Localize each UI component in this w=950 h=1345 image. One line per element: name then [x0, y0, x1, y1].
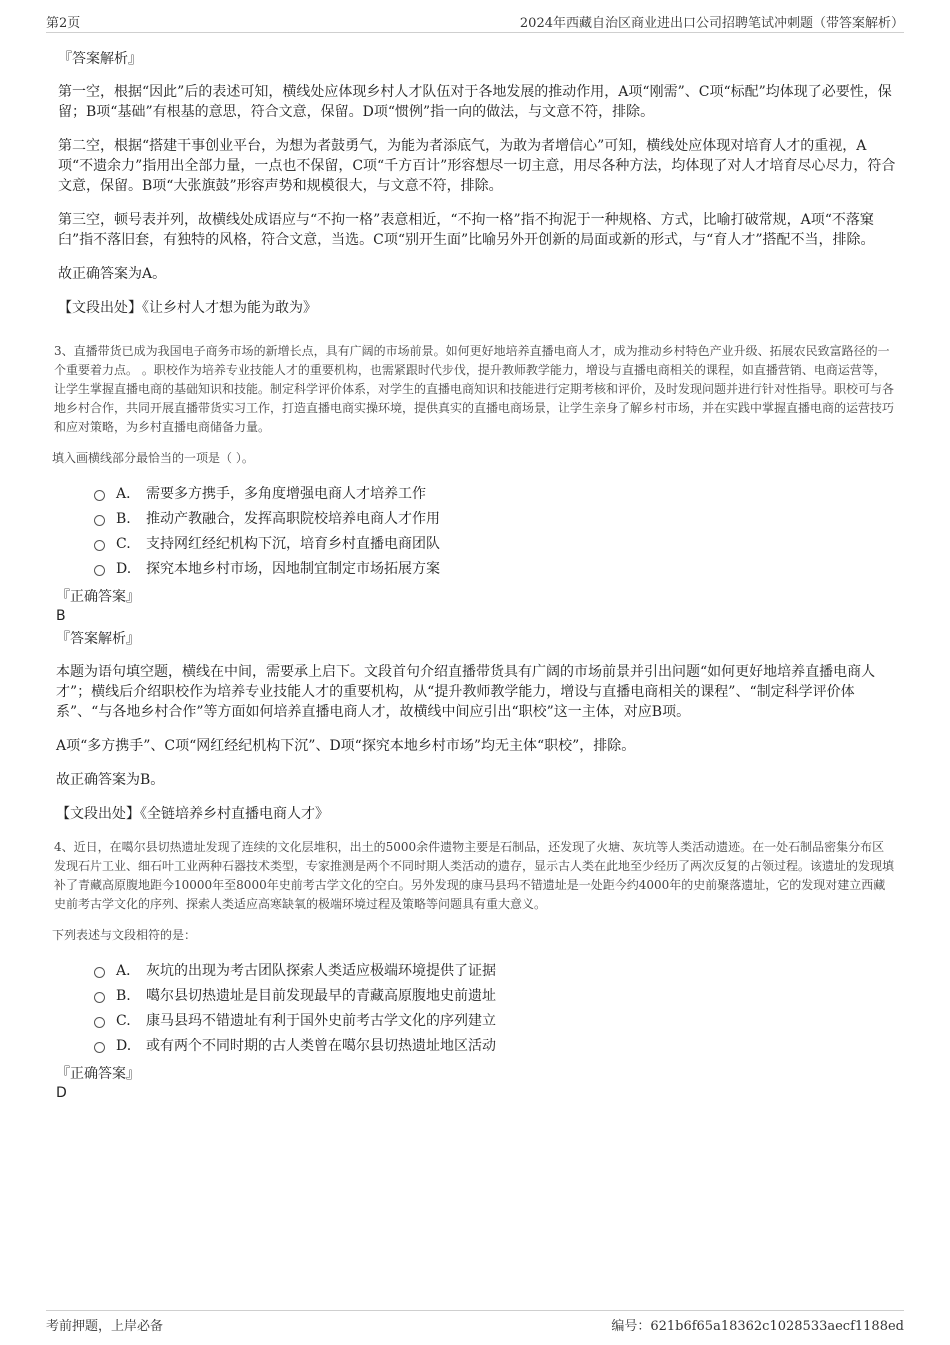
question-3 [54, 342, 896, 824]
option-d[interactable] [94, 1034, 896, 1059]
radio-icon[interactable] [94, 565, 105, 576]
radio-icon[interactable] [94, 515, 105, 526]
analysis-paragraph: A项“多方携手”、C项“网红经纪机构下沉”、D项“探究本地乡村市场”均无主体“职校”，排除。 [56, 738, 636, 754]
source-citation: 【文段出处】《让乡村人才想为能为敢为》 [58, 300, 317, 316]
radio-icon[interactable] [94, 1042, 105, 1053]
option-letter: D. [116, 561, 132, 577]
option-b[interactable] [94, 507, 896, 532]
analysis-label: 『答案解析』 [56, 631, 140, 647]
option-a[interactable] [94, 959, 896, 984]
answer-label: 『正确答案』 [56, 589, 140, 605]
option-d[interactable] [94, 557, 896, 582]
analysis-paragraph: 本题为语句填空题，横线在中间，需要承上启下。文段首句介绍直播带货具有广阔的市场前景并引出问题“如何更好地培养直播电商人才”；横线后介绍职校作为培养专业技能人才的重要机构，从“提升教师教学能力，增设与直播电商相关的课程”、“制定科学评价体系”、“与各地乡村合作”等方面如何培养直播电商人才，故横线中间应引出“职校”这一主体，对应B项。 [56, 664, 876, 720]
page-content [52, 44, 896, 1101]
analysis-label: 『答案解析』 [58, 51, 142, 67]
page-footer [46, 1310, 904, 1335]
option-text: 灰坑的出现为考古团队探索人类适应极端环境提供了证据 [146, 963, 496, 979]
radio-icon[interactable] [94, 1017, 105, 1028]
correct-answer: D [56, 1085, 67, 1101]
option-letter: A． [116, 486, 141, 502]
analysis-conclusion: 故正确答案为A。 [58, 266, 167, 282]
answer-label: 『正确答案』 [56, 1066, 140, 1082]
radio-icon[interactable] [94, 540, 105, 551]
question-4 [54, 838, 896, 1101]
option-text: 支持网红经纪机构下沉，培育乡村直播电商团队 [146, 536, 440, 552]
radio-icon[interactable] [94, 967, 105, 978]
document-title: 2024年西藏自治区商业进出口公司招聘笔试冲刺题（带答案解析） [519, 16, 904, 31]
option-letter: C. [116, 1013, 131, 1029]
option-text: 或有两个不同时期的古人类曾在噶尔县切热遗址地区活动 [146, 1038, 496, 1054]
question-stem: 3、直播带货已成为我国电子商务市场的新增长点，具有广阔的市场前景。如何更好地培养直播电商人才，成为推动乡村特色产业升级、拓展农民致富路径的一个重要着力点。 。职校作为培养专业技能人才的重要机构，也需紧跟时代步伐，提升教师教学能力，增设与直播电商相关的课程，如直播营销、电商运营等，让学生掌握直播电商的基础知识和技能。制定科学评价体系，对学生的直播电商知识和技能进行定期考核和评价，及时发现问题并进行针对性指导。职校可与各地乡村合作，共同开展直播带货实习工作，打造直播电商实操环境，提供真实的直播电商场景，让学生亲身了解乡村市场，并在实践中掌握直播电商的运营技巧和应对策略，为乡村直播电商储备力量。 [54, 344, 895, 434]
radio-icon[interactable] [94, 992, 105, 1003]
option-letter: B. [116, 511, 131, 527]
radio-icon[interactable] [94, 490, 105, 501]
option-c[interactable] [94, 1009, 896, 1034]
option-text: 探究本地乡村市场，因地制宜制定市场拓展方案 [146, 561, 440, 577]
analysis-paragraph: 第三空，顿号表并列，故横线处成语应与“不拘一格”表意相近，“不拘一格”指不拘泥于一种规格、方式，比喻打破常规，A项“不落窠臼”指不落旧套，有独特的风格，符合文意，当选。C项“别开生面”比喻另外开创新的局面或新的形式，与“育人才”搭配不当，排除。 [58, 212, 875, 248]
option-text: 需要多方携手，多角度增强电商人才培养工作 [146, 486, 426, 502]
document-code: 编号：621b6f65a18362c1028533aecf1188ed [611, 1319, 904, 1334]
source-citation: 【文段出处】《全链培养乡村直播电商人才》 [56, 806, 329, 822]
option-b[interactable] [94, 984, 896, 1009]
q2-analysis-section [56, 48, 896, 318]
option-text: 噶尔县切热遗址是目前发现最早的青藏高原腹地史前遗址 [146, 988, 496, 1004]
option-c[interactable] [94, 532, 896, 557]
option-letter: B. [116, 988, 131, 1004]
option-list [94, 482, 896, 582]
analysis-paragraph: 第二空，根据“搭建干事创业平台，为想为者鼓勇气，为能为者添底气，为敢为者增信心”可知，横线处应体现对培育人才的重视，A项“不遗余力”指用出全部力量，一点也不保留，C项“千方百计”形容想尽一切主意，用尽各种方法，均体现了对人才培育尽心尽力，符合文意，保留。B项“大张旗鼓”形容声势和规模很大，与文意不符，排除。 [58, 138, 896, 194]
page-number: 第2页 [46, 16, 81, 31]
footer-slogan: 考前押题，上岸必备 [46, 1319, 164, 1334]
option-letter: A． [116, 963, 141, 979]
page-header [46, 12, 904, 33]
option-text: 推动产教融合，发挥高职院校培养电商人才作用 [146, 511, 440, 527]
option-a[interactable] [94, 482, 896, 507]
option-letter: C. [116, 536, 131, 552]
analysis-conclusion: 故正确答案为B。 [56, 772, 165, 788]
option-text: 康马县玛不错遗址有利于国外史前考古学文化的序列建立 [146, 1013, 496, 1029]
question-prompt: 填入画横线部分最恰当的一项是（ ）。 [52, 451, 254, 465]
correct-answer: B [56, 608, 66, 624]
analysis-paragraph: 第一空，根据“因此”后的表述可知，横线处应体现乡村人才队伍对于各地发展的推动作用，A项“刚需”、C项“标配”均体现了必要性，保留；B项“基础”有根基的意思，符合文意，保留。D项“惯例”指一向的做法，与文意不符，排除。 [58, 84, 892, 120]
question-prompt: 下列表述与文段相符的是： [52, 928, 197, 942]
option-letter: D. [116, 1038, 132, 1054]
question-stem: 4、近日，在噶尔县切热遗址发现了连续的文化层堆积，出土的5000余件遗物主要是石制品，还发现了火塘、灰坑等人类活动遗迹。在一处石制品密集分布区发现石片工业、细石叶工业两种石器技术类型，专家推测是两个不同时期人类活动的遗存，显示古人类在此地至少经历了两次反复的占领过程。该遗址的发现填补了青藏高原腹地距今10000年至8000年史前考古学文化的空白。另外发现的康马县玛不错遗址是一处距今约4000年的史前聚落遗址，它的发现对建立西藏史前考古学文化的序列、探索人类适应高寒缺氧的极端环境过程及策略等问题具有重大意义。 [54, 840, 895, 911]
option-list [94, 959, 896, 1059]
